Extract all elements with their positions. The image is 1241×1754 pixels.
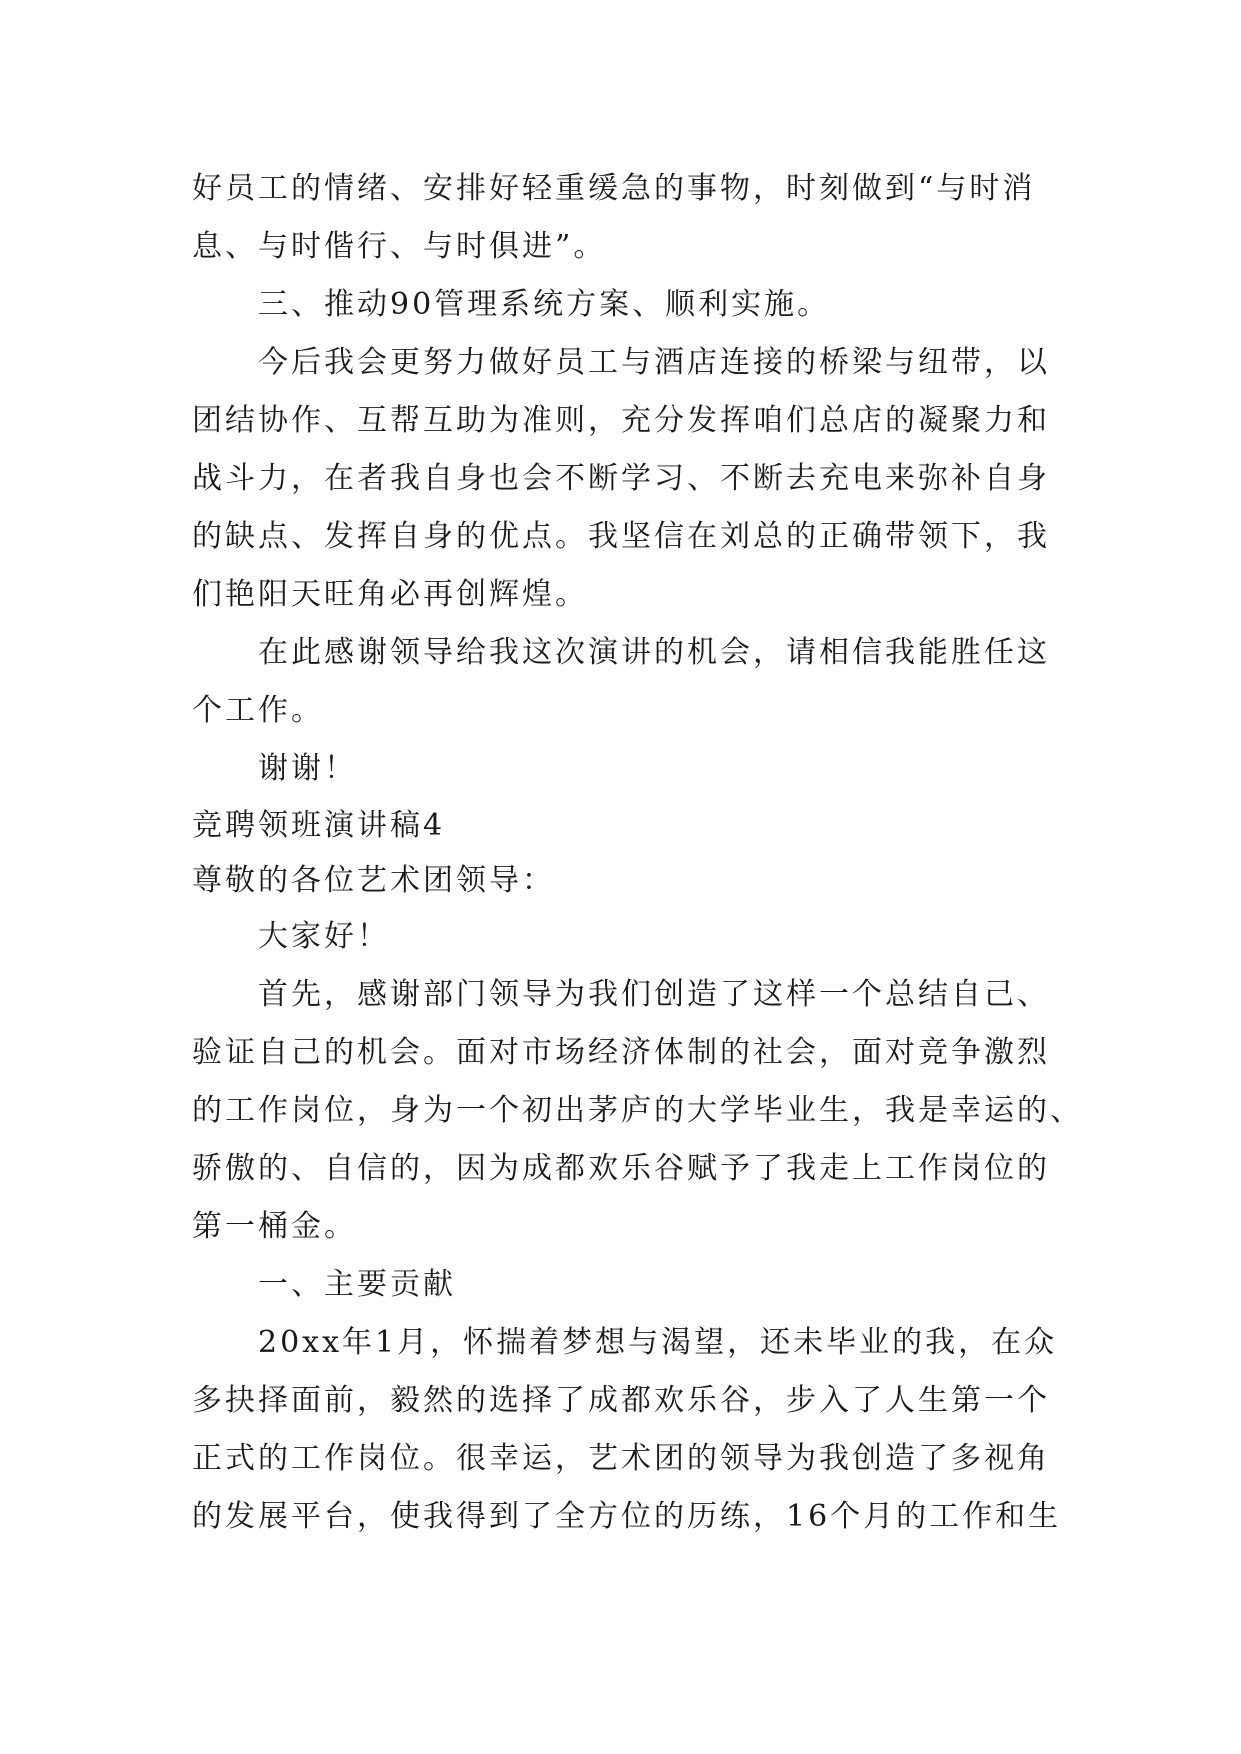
greeting: 大家好！ (258, 919, 390, 954)
paragraph-line: 首先，感谢部门领导为我们创造了这样一个总结自己、 (258, 977, 1050, 1012)
document-body (192, 160, 1083, 1546)
paragraph-line: 战斗力，在者我自身也会不断学习、不断去充电来弥补自身 (192, 461, 1050, 496)
salutation: 尊敬的各位艺术团领导： (192, 863, 555, 898)
paragraph-line: 三、推动90管理系统方案、顺利实施。 (258, 287, 831, 322)
closing-line: 谢谢！ (258, 751, 357, 786)
paragraph-line: 团结协作、互帮互助为准则，充分发挥咱们总店的凝聚力和 (192, 403, 1050, 438)
paragraph-line: 个工作。 (192, 693, 324, 728)
paragraph-line: 们艳阳天旺角必再创辉煌。 (192, 577, 588, 612)
paragraph-line: 验证自己的机会。面对市场经济体制的社会，面对竞争激烈 (192, 1035, 1050, 1070)
paragraph-line: 今后我会更努力做好员工与酒店连接的桥梁与纽带，以 (258, 345, 1050, 380)
paragraph-line: 的工作岗位，身为一个初出茅庐的大学毕业生，我是幸运的、 (192, 1093, 1083, 1128)
paragraph-line: 的缺点、发挥自身的优点。我坚信在刘总的正确带领下，我 (192, 519, 1050, 554)
subsection-heading: 一、主要贡献 (258, 1267, 456, 1302)
paragraph-line: 正式的工作岗位。很幸运，艺术团的领导为我创造了多视角 (192, 1441, 1050, 1476)
paragraph-line: 好员工的情绪、安排好轻重缓急的事物，时刻做到“与时消 (192, 171, 1036, 206)
paragraph-line: 在此感谢领导给我这次演讲的机会，请相信我能胜任这 (258, 635, 1050, 670)
paragraph-line: 20xx年1月，怀揣着梦想与渴望，还未毕业的我，在众 (258, 1325, 1058, 1360)
paragraph-line: 骄傲的、自信的，因为成都欢乐谷赋予了我走上工作岗位的 (192, 1151, 1050, 1186)
section-title: 竞聘领班演讲稿4 (192, 808, 446, 843)
paragraph-line: 的发展平台，使我得到了全方位的历练，16个月的工作和生 (192, 1499, 1062, 1534)
paragraph-line: 第一桶金。 (192, 1209, 357, 1244)
paragraph-line: 多抉择面前，毅然的选择了成都欢乐谷，步入了人生第一个 (192, 1383, 1050, 1418)
paragraph-line: 息、与时偕行、与时俱进”。 (192, 229, 607, 264)
